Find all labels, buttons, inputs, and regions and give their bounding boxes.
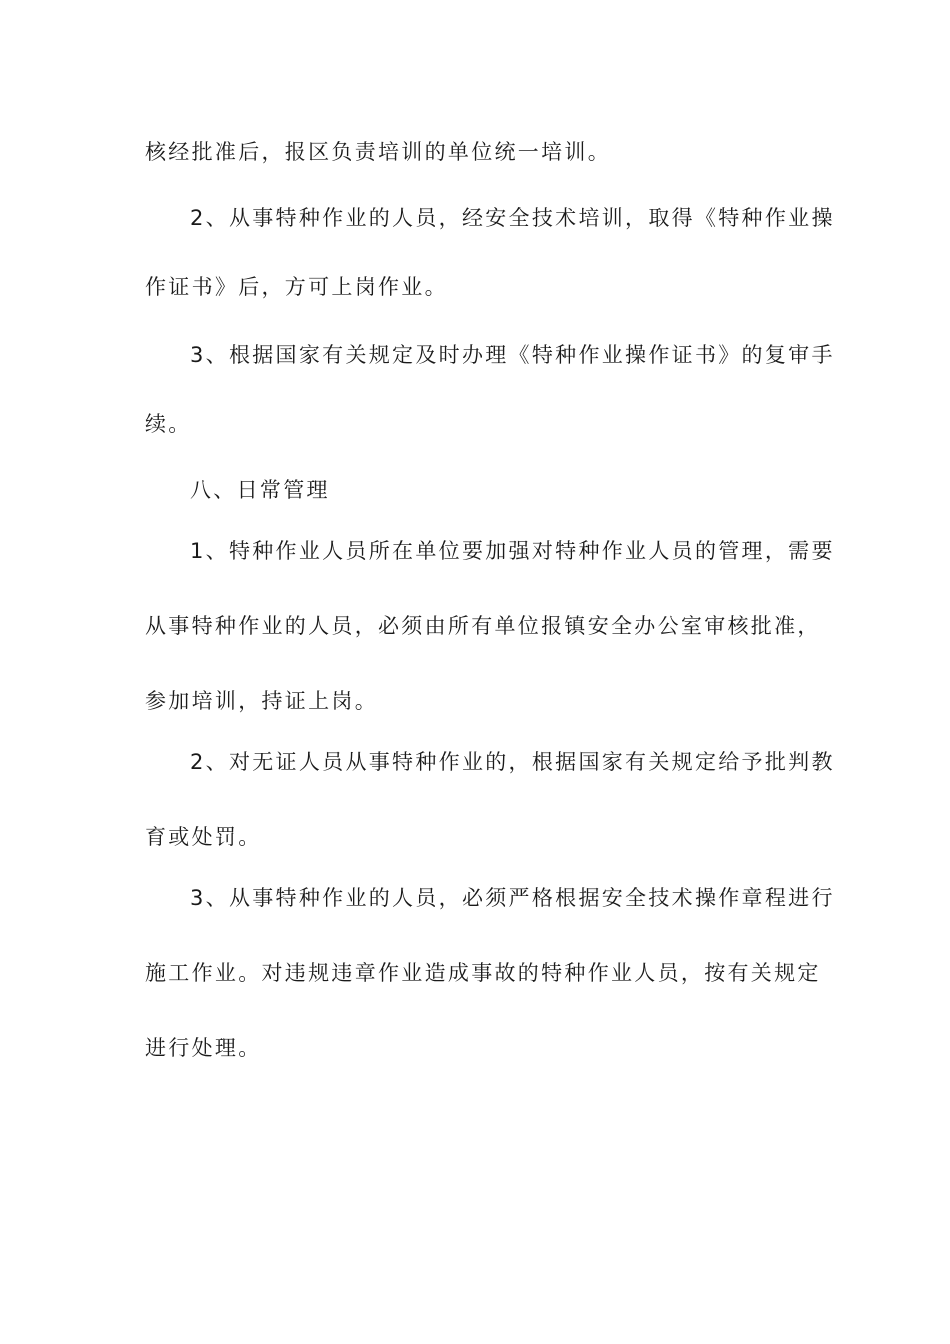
text-line: 从事特种作业的人员，必须由所有单位报镇安全办公室审核批准， (145, 614, 821, 638)
text-line: 育或处罚。 (145, 825, 262, 849)
paragraph-line: 3、从事特种作业的人员，必须严格根据安全技术操作章程进行 (190, 886, 835, 910)
paragraph-line: 3、根据国家有关规定及时办理《特种作业操作证书》的复审手 (190, 343, 835, 367)
paragraph-line: 1、特种作业人员所在单位要加强对特种作业人员的管理，需要 (190, 539, 835, 563)
text-line: 核经批准后，报区负责培训的单位统一培训。 (145, 140, 611, 164)
text-line: 进行处理。 (145, 1036, 262, 1060)
section-heading: 八、日常管理 (190, 478, 330, 502)
paragraph-line: 2、对无证人员从事特种作业的，根据国家有关规定给予批判教 (190, 750, 835, 774)
paragraph-line: 2、从事特种作业的人员，经安全技术培训，取得《特种作业操 (190, 206, 835, 230)
text-line: 作证书》后，方可上岗作业。 (145, 275, 448, 299)
text-line: 施工作业。对违规违章作业造成事故的特种作业人员，按有关规定 (145, 961, 821, 985)
text-line: 续。 (145, 412, 192, 436)
text-line: 参加培训，持证上岗。 (145, 689, 378, 713)
